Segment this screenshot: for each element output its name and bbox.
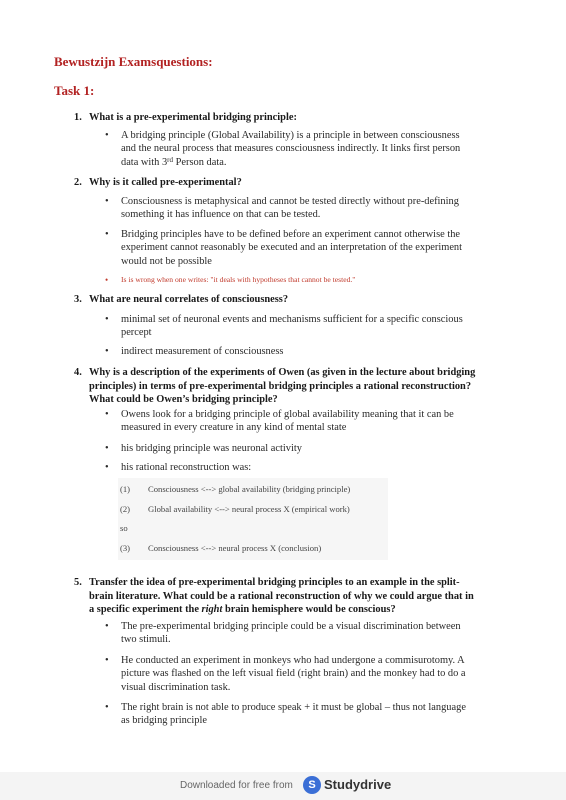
bullet-line: his bridging principle was neuronal activity: [121, 443, 302, 454]
bullet-icon: •: [105, 314, 109, 325]
bullet-icon: •: [105, 462, 109, 473]
task-heading: Task 1:: [54, 83, 95, 98]
bullet-line: something it has influence on that can be tested.: [121, 209, 321, 221]
question-number: 2.: [74, 177, 82, 188]
superscript: rd: [167, 155, 174, 164]
bullet-line: visual discrimination task.: [121, 681, 231, 693]
bullet-line: experiment cannot reasonably be executed and an interpretation of the experiment: [121, 242, 463, 254]
bullet-icon: •: [105, 409, 109, 420]
bullet-line: Consciousness is metaphysical and cannot be tested directly without pre-defining: [121, 196, 459, 207]
bullet-line: Owens look for a bridging principle of global availability meaning that it can be: [121, 409, 454, 420]
reconstruction-image: (1) Consciousness <--> global availability (bridging principle) (2) Global availability <--> neural process X (empirical work) so (3) Consciousness <--> neural process X (conclusion): [118, 478, 388, 560]
question-number: 5.: [74, 577, 82, 588]
bullet-line: A bridging principle (Global Availability) is a principle in between consciousness: [121, 130, 460, 141]
bullet-icon: •: [105, 702, 109, 713]
note-text: Is is wrong when one writes: "it deals with hypotheses that cannot be tested.": [121, 275, 356, 284]
question-text: What is a pre-experimental bridging principle:: [89, 112, 297, 123]
bullet-line: percept: [121, 327, 152, 339]
bullet-line: two stimuli.: [121, 634, 171, 646]
question-line: What could be Owen’s bridging principle?: [89, 394, 278, 405]
question-number: 3.: [74, 294, 82, 305]
bullet-line: indirect measurement of consciousness: [121, 346, 284, 357]
bullet-line: measured in every creature in any kind of mental state: [121, 422, 347, 434]
bullet-icon: •: [105, 443, 109, 454]
question-line: Why is a description of the experiments of Owen (as given in the lecture about bridging: [89, 367, 476, 378]
question-line: principles) in terms of pre-experimental bridging principles a rational reconstruction?: [89, 380, 472, 392]
question-line: Transfer the idea of pre-experimental bridging principles to an example in the split-: [89, 577, 460, 588]
bullet-line: data with 3rd Person data.: [121, 155, 227, 168]
bullet-icon: •: [105, 621, 109, 632]
bullet-line: picture was flashed on the left visual field (right brain) and the monkey had to do a: [121, 668, 466, 680]
bullet-line: Bridging principles have to be defined before an experiment cannot otherwise the: [121, 229, 461, 240]
bullet-line: would not be possible: [121, 255, 212, 267]
bullet-line: and the neural process that measures consciousness indirectly. It links first person: [121, 143, 461, 155]
bullet-icon: •: [105, 229, 109, 240]
studydrive-logo-icon: S: [303, 776, 321, 794]
footer-text: Downloaded for free from: [180, 780, 293, 791]
bullet-line: minimal set of neuronal events and mechanisms sufficient for a specific conscious: [121, 314, 463, 325]
question-number: 4.: [74, 367, 82, 378]
bullet-icon: •: [105, 655, 109, 666]
bullet-icon: •: [105, 130, 109, 141]
bullet-line: his rational reconstruction was:: [121, 462, 252, 473]
bullet-line: He conducted an experiment in monkeys who had undergone a commisurotomy. A: [121, 655, 465, 666]
question-text: Why is it called pre-experimental?: [89, 177, 242, 188]
emphasis: right: [201, 604, 223, 615]
question-line: a specific experiment the right brain hemisphere would be conscious?: [89, 604, 396, 615]
bullet-icon: •: [105, 275, 109, 285]
bullet-line: as bridging principle: [121, 715, 207, 727]
bullet-line: The pre-experimental bridging principle could be a visual discrimination between: [121, 621, 461, 632]
question-number: 1.: [74, 112, 82, 123]
bullet-line: The right brain is not able to produce speak + it must be global – thus not language: [121, 702, 466, 713]
question-text: What are neural correlates of consciousness?: [89, 294, 289, 305]
bullet-icon: •: [105, 196, 109, 207]
bullet-icon: •: [105, 346, 109, 357]
document-title: Bewustzijn Examsquestions:: [54, 54, 213, 69]
download-footer: [0, 772, 566, 800]
question-line: brain literature. What could be a rational reconstruction of why we could argue that in: [89, 590, 474, 602]
studydrive-link[interactable]: Studydrive: [324, 777, 392, 792]
